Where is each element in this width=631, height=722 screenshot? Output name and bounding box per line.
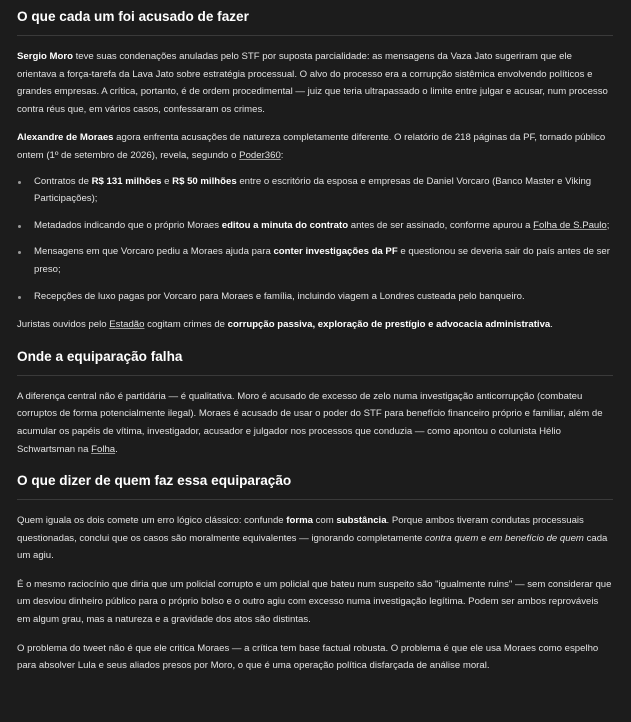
emphasis: editou a minuta do contrato [221,219,349,231]
text: ; [606,219,610,231]
text: A diferença central não é partidária — é qualitativa. Moro é acusado de excesso de zelo numa investigação anticorrupção (combateu corruptos de forma potencialmente ilegal). Moraes é acusado de usar o poder do STF para benefício financeiro próprio e familiar, além de acumular os papéis de vítima, investigador, acusador e julgador nos processos que conduzia — como apontou o colunista Hélio Schwartsman na [17,390,603,455]
link-poder360[interactable]: Poder360 [239,149,281,161]
link-folha[interactable]: Folha [91,443,116,455]
name-moraes: Alexandre de Moraes [17,132,114,144]
text: É o mesmo raciocínio que diria que um policial corrupto e um policial que bateu num suspeito são "igualmente ruins" — sem considerar que um desviou dinheiro público para o próprio bolso e o outro agiu com excesso numa investigação legítima. Podem ser ambos reprováveis em algum grau, mas a natureza e a gravidade dos atos são distintas. [17,578,612,626]
amount-50: R$ 50 milhões [172,175,237,187]
list-item [17,288,613,306]
link-folha-sp[interactable]: Folha de S.Paulo [533,219,607,231]
text: Juristas ouvidos pelo [17,319,110,331]
emphasis: conter investigações da PF [273,246,398,258]
section-heading-accusations: O que cada um foi acusado de fazer [17,6,613,36]
text: O problema do tweet não é que ele critica Moraes — a crítica tem base factual robusta. O problema é que ele usa Moraes como espelho para absolver Lula e seus aliados presos por Moro, o que é uma operação política disfarçada de análise moral. [17,642,599,672]
text: Metadados indicando que o próprio Moraes [34,219,222,231]
list-item [17,217,613,235]
text: Contratos de [34,175,92,187]
paragraph-conclusion [17,640,613,675]
text: . Porque ambos tiveram condutas processuais questionadas, conclui que os casos são moralmente equivalentes — ignorando completamente [17,515,584,544]
text: Recepções de luxo pagas por Vorcaro para Moraes e família, incluindo viagem a Londres custeada pelo banqueiro. [34,290,525,302]
text: e questionou se deveria sair do país antes de ser preso; [34,246,610,275]
list-item [17,243,613,278]
text: Quem iguala os dois comete um erro lógico clássico: confunde [17,515,287,527]
text: agora enfrenta acusações de natureza completamente diferente. O relatório de 218 páginas da PF, tornado público ontem (1º de setembro de 2026), revela, segundo o [17,132,606,161]
paragraph-logic-error [17,512,613,565]
emphasis-forma: forma [286,515,313,527]
text: : [280,149,284,161]
paragraph-moro [17,48,613,118]
text: teve suas condenações anuladas pelo STF por suposta parcialidade: as mensagens da Vaza Jato sugeriram que ele orientava a força-tarefa da Lava Jato sobre estratégia processual. O alvo do processo era a corrupção sistêmica envolvendo políticos e grandes empresas. A crítica, portanto, é de ordem procedimental — juiz que teria ultrapassado o limite entre julgar e acusar, num processo contra réus que, em vários casos, confessaram os crimes. [17,51,608,115]
italic-em-beneficio: em benefício de quem [488,532,584,544]
text: antes de ser assinado, conforme apurou a [348,219,534,231]
paragraph-difference [17,388,613,458]
text: e [478,532,489,544]
text: cada um agiu. [17,532,608,562]
text: entre o escritório da esposa e empresas de Daniel Vorcaro (Banco Master e Viking Participações); [34,175,592,205]
text: cogitam crimes de [144,319,228,331]
italic-contra-quem: contra quem [424,532,479,544]
text: Mensagens em que Vorcaro pediu a Moraes ajuda para [34,246,274,258]
name-moro: Sergio Moro [17,51,73,62]
paragraph-moraes [17,129,613,164]
paragraph-analogy [17,576,613,629]
text: com [312,515,337,527]
accusation-list [17,173,613,306]
text: e [161,175,173,187]
section-heading-quem-faz: O que dizer de quem faz essa equiparação [17,470,613,500]
list-item [17,173,613,208]
amount-131: R$ 131 milhões [91,175,162,187]
crimes-list: corrupção passiva, exploração de prestígio e advocacia administrativa [227,319,551,331]
text: . [550,319,553,331]
paragraph-jurists [17,316,613,334]
text: . [115,443,118,455]
section-heading-equiparacao: Onde a equiparação falha [17,346,613,376]
emphasis-substancia: substância [336,515,387,527]
link-estadao[interactable]: Estadão [109,319,145,331]
